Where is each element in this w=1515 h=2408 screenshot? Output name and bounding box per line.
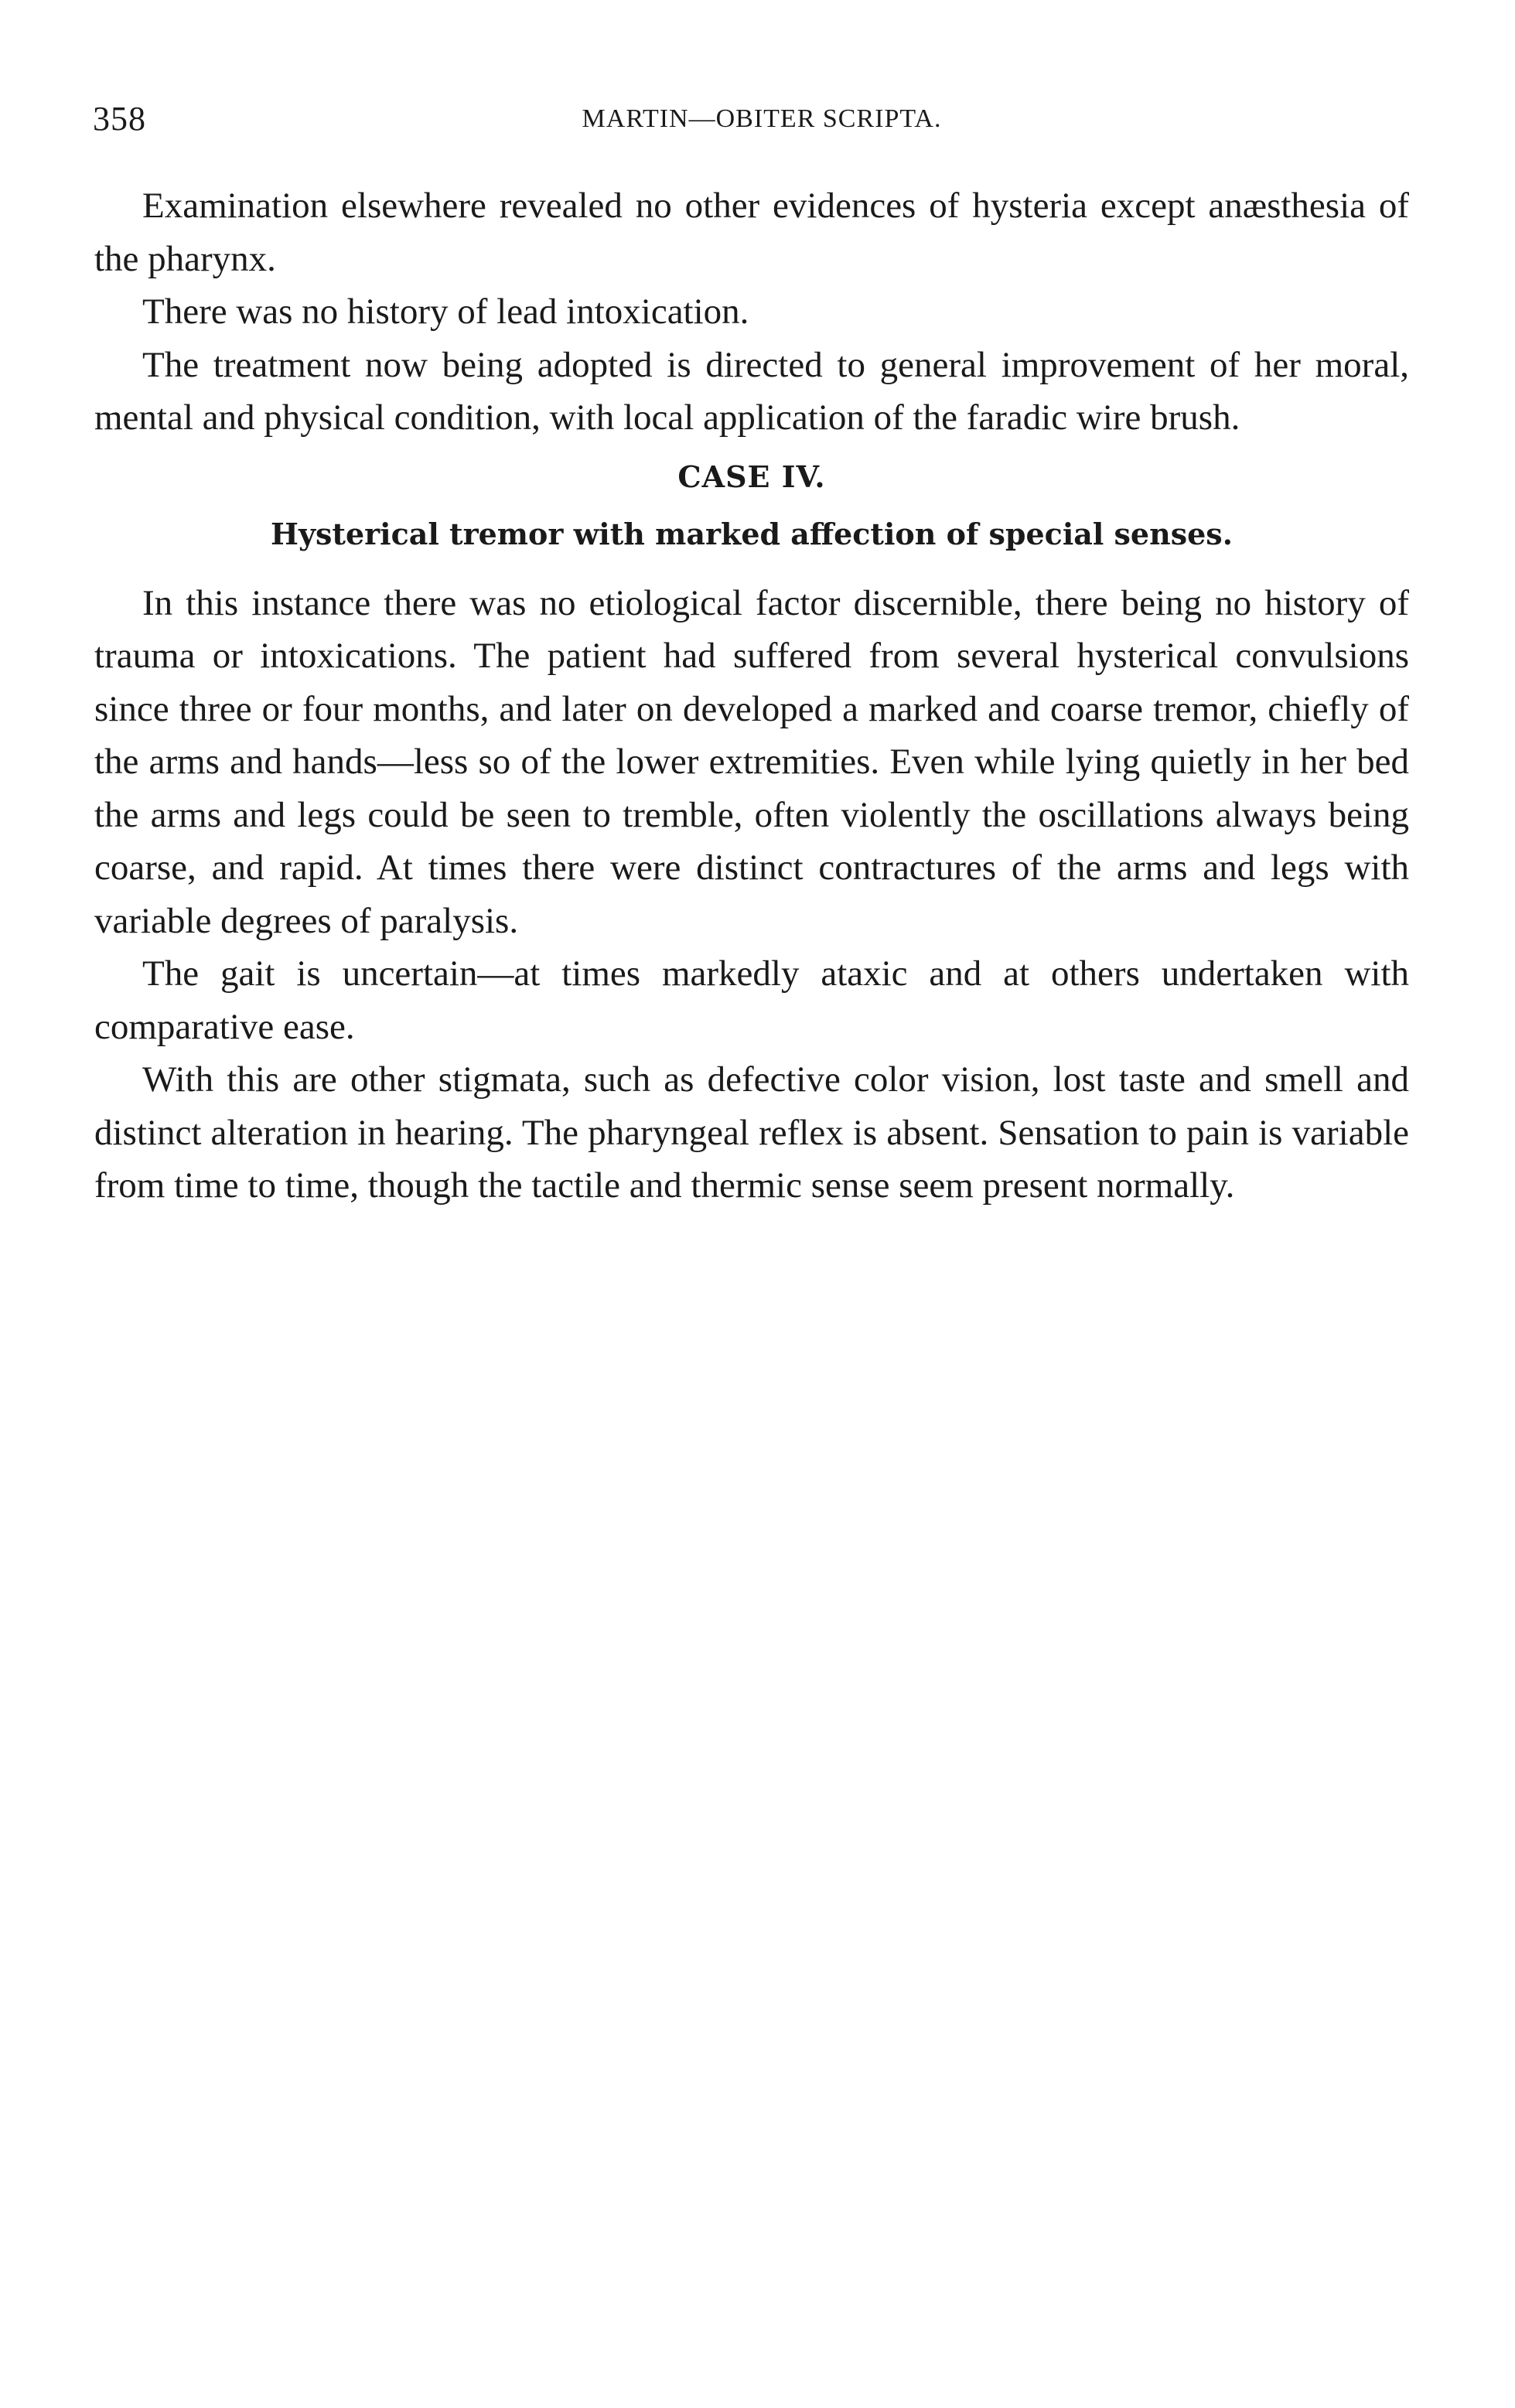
running-head: MARTIN—OBITER SCRIPTA.: [582, 104, 942, 133]
paragraph-stigmata: With this are other stigmata, such as defective color vision, lost taste and smell and distinct alteration in hearing. The pharyngeal reflex is absent. Sensation to pain is variable from time to time, though the tactile and thermic sense seem present normally.: [94, 1059, 1409, 1206]
paragraph-case-description: In this instance there was no etiological factor discernible, there being no history of trauma or intoxications. The patient had suffered from several hysterical convulsions since three or four months, and later on developed a marked and coarse tremor, chiefly of the arms and hands—less so of the lower extremities. Even while lying quietly in her bed the arms and legs could be seen to tremble, often violently the oscillations always being coarse, and rapid. At times there were distinct contractures of the arms and legs with variable degrees of paralysis.: [94, 582, 1409, 941]
paragraph-gait: The gait is uncertain—at times markedly ataxic and at others undertaken with comparative ease.: [94, 953, 1409, 1047]
page-number: 358: [93, 100, 146, 138]
case-heading: CASE IV.: [677, 459, 826, 494]
case-subtitle: Hysterical tremor with marked affection of special senses.: [271, 517, 1233, 551]
page-header: [93, 96, 1431, 142]
paragraph-treatment: The treatment now being adopted is directed to general improvement of her moral, mental and physical condition, with local application of the faradic wire brush.: [94, 344, 1409, 438]
body-text: [94, 179, 1409, 1213]
paragraph-lead-history: There was no history of lead intoxication.: [142, 292, 749, 332]
paragraph-examination: Examination elsewhere revealed no other evidences of hysteria except anæsthesia of the pharynx.: [94, 186, 1409, 279]
